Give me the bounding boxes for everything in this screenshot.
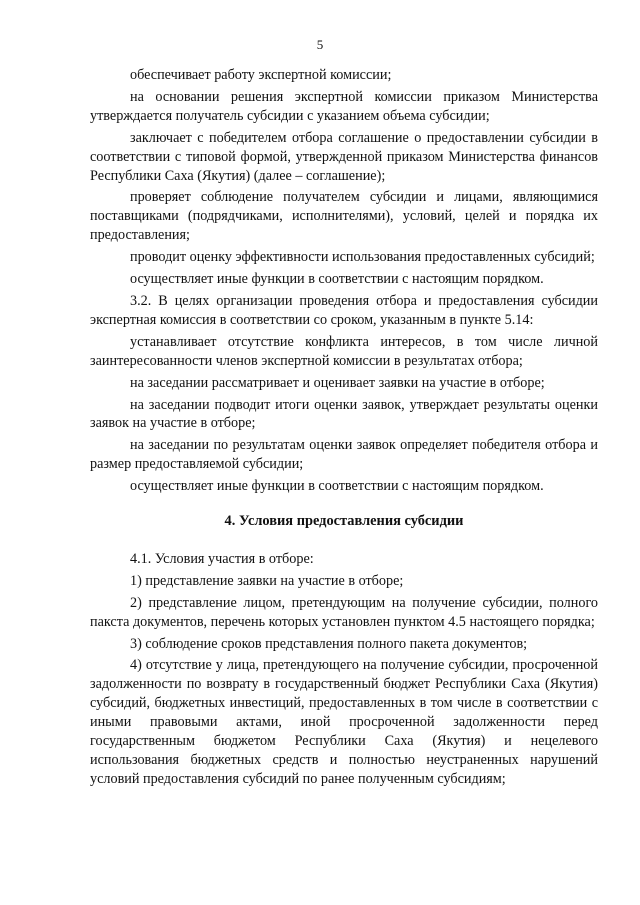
- paragraph: 4.1. Условия участия в отборе:: [130, 550, 314, 567]
- paragraph: проверяет соблюдение получателем субсидии и лицами, являющимися поставщиками (подрядчиками, исполнителями), условий, целей и порядка их предоставления;: [90, 189, 598, 244]
- paragraph: заключает с победителем отбора соглашение о предоставлении субсидии в соответствии с типовой формой, утвержденной приказом Министерства финансов Республики Саха (Якутия) (далее – соглашение);: [90, 129, 598, 184]
- paragraph: на заседании рассматривает и оценивает заявки на участие в отборе;: [130, 374, 545, 391]
- paragraph: 3) соблюдение сроков представления полного пакета документов;: [130, 635, 528, 652]
- paragraph: осуществляет иные функции в соответствии с настоящим порядком.: [130, 478, 544, 495]
- document-body: [90, 66, 598, 792]
- paragraph: устанавливает отсутствие конфликта интересов, в том числе личной заинтересованности членов экспертной комиссии в результатах отбора;: [90, 333, 598, 369]
- paragraph: 3.2. В целях организации проведения отбора и предоставления субсидии экспертная комиссия в соответствии со сроком, указанным в пункте 5.14:: [90, 292, 598, 328]
- paragraph: проводит оценку эффективности использования предоставленных субсидий;: [130, 249, 595, 266]
- paragraph: на заседании по результатам оценки заявок определяет победителя отбора и размер предоставляемой субсидии;: [90, 437, 598, 473]
- page-number: 5: [316, 37, 324, 52]
- section-heading: 4. Условия предоставления субсидии: [224, 513, 464, 530]
- paragraph: на заседании подводит итоги оценки заявок, утверждает результаты оценки заявок на участие в отборе;: [90, 396, 598, 432]
- paragraph: 2) представление лицом, претендующим на получение субсидии, полного пакста документов, перечень которых установлен пунктом 4.5 настоящего порядка;: [90, 594, 598, 630]
- paragraph: 4) отсутствие у лица, претендующего на получение субсидии, просроченной задолженности по возврату в государственный бюджет Республики Саха (Якутия) субсидий, бюджетных инвестиций, предоставленных в том числе в соответствии с иными правовыми актами, иной просроченной задолженности перед государственным бюджетом Республики Саха (Якутия) и нецелевого использования бюджетных средств и полностью неустраненных нарушений условий предоставления субсидий по ранее полученным субсидиям;: [90, 657, 598, 787]
- paragraph: на основании решения экспертной комиссии приказом Министерства утверждается получатель субсидии с указанием объема субсидии;: [90, 88, 598, 124]
- paragraph: осуществляет иные функции в соответствии с настоящим порядком.: [130, 271, 544, 288]
- paragraph: обеспечивает работу экспертной комиссии;: [130, 67, 392, 83]
- paragraph: 1) представление заявки на участие в отборе;: [130, 572, 404, 589]
